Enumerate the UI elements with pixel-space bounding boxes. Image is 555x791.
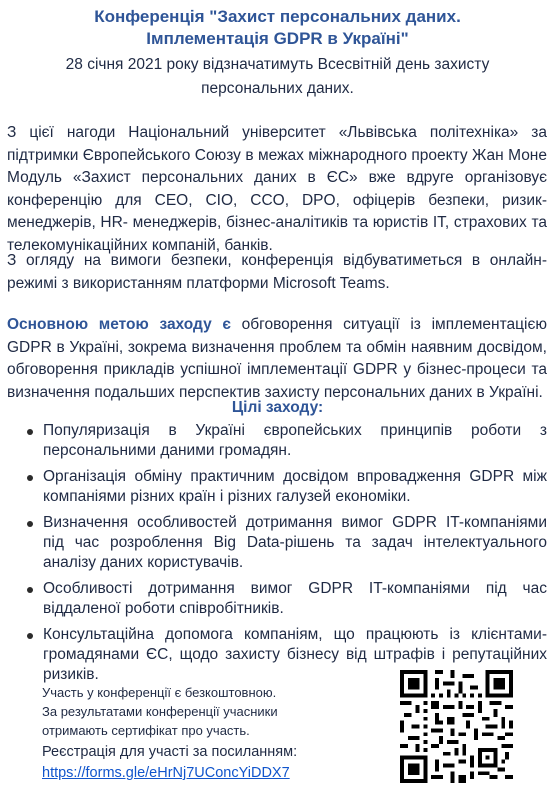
- goal-lead: Основною метою заходу є: [7, 316, 231, 333]
- goal-item-text: Визначення особливостей дотримання вимог GDPR IT-компаніями під час розроблення Big Data-рішень та задач інтелектуального аналізу даних користувачів.: [43, 514, 547, 571]
- bullet-icon: [27, 633, 33, 639]
- title-line-1: Конференція "Захист персональних даних.: [94, 7, 461, 26]
- certificate-text-1: За результатами конференції учасники: [42, 704, 278, 719]
- bullet-icon: [27, 521, 33, 527]
- registration-info: [42, 742, 342, 784]
- bullet-icon: [27, 587, 33, 593]
- list-item: [0, 513, 555, 573]
- goals-heading: Цілі заходу:: [231, 399, 324, 416]
- bullet-icon: [27, 475, 33, 481]
- conference-title: [0, 6, 555, 50]
- event-date-subtitle: 28 січня 2021 року відзначатимуть Всесвітній день захисту персональних даних.: [65, 56, 490, 97]
- free-participation-text: Участь у конференції є безкоштовною.: [42, 685, 277, 700]
- goal-item-text: Організація обміну практичним досвідом впровадження GDPR між компаніями різних країн і різних галузей економіки.: [43, 468, 547, 505]
- list-item: [0, 579, 555, 619]
- list-item: [0, 467, 555, 507]
- online-format-paragraph: З огляду на вимоги безпеки, конференція відбуватиметься в онлайн-режимі з використанням платформи Microsoft Teams.: [7, 252, 547, 292]
- goals-list: [0, 421, 555, 691]
- goal-item-text: Особливості дотримання вимог GDPR IT-компаніями під час віддаленої роботи співробітників.: [43, 580, 547, 617]
- registration-link[interactable]: https://forms.gle/eHrNj7UConcYiDDX7: [42, 765, 290, 781]
- title-line-2: Імплементація GDPR в Україні": [146, 29, 409, 48]
- qr-code-icon: [400, 670, 513, 783]
- goal-item-text: Популяризація в Україні європейських принципів роботи з персональними даними громадян.: [43, 422, 547, 459]
- bullet-icon: [27, 429, 33, 435]
- registration-label: Реєстрація для участі за посиланням:: [42, 744, 298, 760]
- goal-item-text: Консультаційна допомога компаніям, що працюють із клієнтами-громадянами ЄС, щодо захисту бізнесу від штрафів і репутаційних ризиків.: [43, 626, 547, 683]
- list-item: [0, 421, 555, 461]
- goal-paragraph: [7, 314, 547, 404]
- intro-paragraph: З цієї нагоди Національний університет «Львівська політехніка» за підтримки Європейського Союзу в межах міжнародного проекту Жан Моне Модуль «Захист персональних даних в ЄС» вже вдруге організовує конференцію для CEO, CIO, CCO, DPO, офіцерів безпеки, ризик-менеджерів, HR- менеджерів, бізнес-аналітиків та юристів ІТ, страхових та телекомунікаційних компаній, банків.: [7, 124, 547, 254]
- goal-text: обговорення ситуації із імплементацією GDPR в Україні, зокрема визначення проблем та обмін наявним досвідом, обговорення прикладів успішної імплементації GDPR у бізнес-процеси та визначення подальших перспектив захисту персональних даних в Україні.: [7, 316, 547, 401]
- participation-info: [42, 683, 342, 740]
- certificate-text-2: отримають сертифікат про участь.: [42, 723, 250, 738]
